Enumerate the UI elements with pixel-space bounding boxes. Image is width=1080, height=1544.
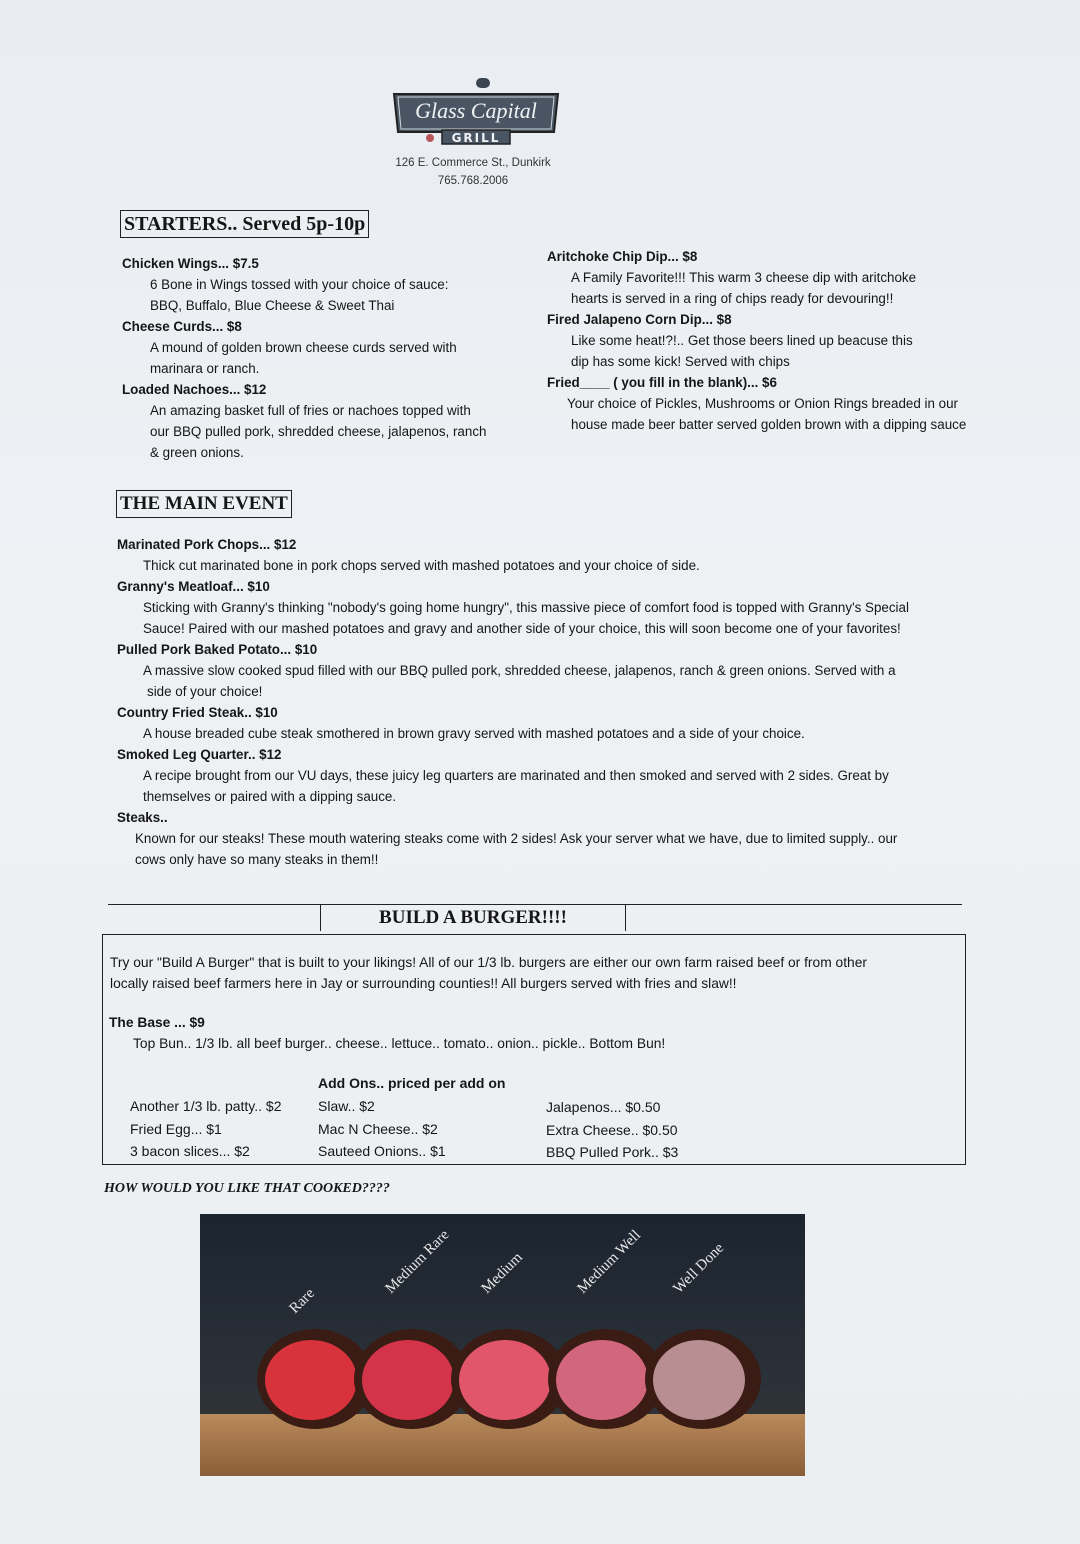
menu-item (547, 246, 966, 309)
steak-medium-well (556, 1340, 648, 1420)
addon-item: Slaw.. $2 (318, 1098, 375, 1114)
menu-item (122, 316, 486, 379)
starters-right-column (547, 246, 966, 435)
item-desc: our BBQ pulled pork, shredded cheese, jalapenos, ranch (150, 424, 487, 439)
restaurant-logo (390, 78, 562, 146)
item-desc: house made beer batter served golden brown with a dipping sauce (571, 417, 967, 432)
phone: 765.768.2006 (437, 175, 509, 187)
menu-item (117, 744, 909, 807)
menu-item (117, 702, 909, 744)
steak-medium (459, 1340, 551, 1420)
starters-left-column (122, 253, 486, 463)
item-title: Granny's Meatloaf... $10 (117, 579, 270, 594)
item-title: Smoked Leg Quarter.. $12 (117, 747, 282, 762)
item-desc: dip has some kick! Served with chips (571, 354, 790, 369)
address: 126 E. Commerce St., Dunkirk (395, 157, 551, 169)
item-desc: A house breaded cube steak smothered in brown gravy served with mashed potatoes and a side of your choice. (143, 726, 805, 741)
item-title: Fried____ ( you fill in the blank)... $6 (547, 375, 777, 390)
item-title: Country Fried Steak.. $10 (117, 705, 278, 720)
base-desc: Top Bun.. 1/3 lb. all beef burger.. cheese.. lettuce.. tomato.. onion.. pickle.. Bottom Bun! (133, 1036, 666, 1051)
steak-medium-rare (362, 1340, 454, 1420)
addon-item: Mac N Cheese.. $2 (318, 1120, 438, 1137)
item-desc: 6 Bone in Wings tossed with your choice of sauce: (150, 277, 449, 292)
addon-item: Fried Egg... $1 (130, 1120, 222, 1137)
item-desc: Sauce! Paired with our mashed potatoes and gravy and another side of your choice, this will soon become one of your favorites! (143, 621, 901, 636)
menu-item (547, 372, 966, 435)
burger-heading: BUILD A BURGER!!!! (320, 904, 626, 931)
burger-intro-line: Try our "Build A Burger" that is built to your likings! All of our 1/3 lb. burgers are either our own farm raised beef or from other (110, 955, 867, 970)
addon-item: 3 bacon slices... $2 (130, 1143, 250, 1159)
steak-rare (265, 1340, 357, 1420)
addon-item: Jalapenos... $0.50 (546, 1099, 661, 1115)
menu-item (122, 253, 486, 316)
item-desc: A massive slow cooked spud filled with our BBQ pulled pork, shredded cheese, jalapenos, ranch & green onions. Served with a (143, 663, 896, 678)
addon-item: BBQ Pulled Pork.. $3 (546, 1144, 679, 1160)
menu-item (122, 379, 486, 463)
doneness-label: Medium Rare (382, 1226, 453, 1297)
item-desc: An amazing basket full of fries or nachoes topped with (150, 403, 471, 418)
addons-col-1 (130, 1095, 282, 1163)
main-event-heading: THE MAIN EVENT (116, 490, 292, 518)
addon-item: Another 1/3 lb. patty.. $2 (130, 1098, 282, 1114)
addons-heading: Add Ons.. priced per add on (318, 1075, 506, 1091)
burger-base (109, 1012, 665, 1054)
item-desc: Sticking with Granny's thinking "nobody's going home hungry", this massive piece of comfort food is topped with Granny's Special (143, 600, 909, 615)
logo-line2: GRILL (451, 131, 501, 145)
item-title: Marinated Pork Chops... $12 (117, 537, 297, 552)
item-title: Cheese Curds... $8 (122, 319, 242, 334)
burger-intro (110, 952, 867, 994)
addon-item: Extra Cheese.. $0.50 (546, 1121, 678, 1138)
doneness-label: Rare (286, 1285, 318, 1317)
item-desc: A mound of golden brown cheese curds served with (150, 340, 457, 355)
item-desc: Known for our steaks! These mouth watering steaks come with 2 sides! Ask your server what we have, due to limited supply.. our (135, 831, 898, 846)
item-title: Loaded Nachoes... $12 (122, 382, 267, 397)
item-desc: side of your choice! (147, 684, 263, 699)
steak-doneness-image (200, 1214, 805, 1476)
item-desc: Like some heat!?!.. Get those beers lined up beacuse this (571, 333, 913, 348)
main-event-list (117, 534, 909, 870)
menu-item (117, 639, 909, 702)
burger-intro-line: locally raised beef farmers here in Jay or surrounding counties!! All burgers served with fries and slaw!! (110, 976, 737, 991)
item-desc: Thick cut marinated bone in pork chops served with mashed potatoes and your choice of side. (143, 558, 700, 573)
doneness-label: Well Done (670, 1240, 728, 1297)
item-title: Pulled Pork Baked Potato... $10 (117, 642, 318, 657)
logo-line1: Glass Capital (415, 98, 537, 123)
item-desc: A recipe brought from our VU days, these juicy leg quarters are marinated and then smoked and served with 2 sides. Great by (143, 768, 889, 783)
item-desc: BBQ, Buffalo, Blue Cheese & Sweet Thai (150, 298, 395, 313)
item-title: Fired Jalapeno Corn Dip... $8 (547, 312, 732, 327)
addons-col-3 (546, 1096, 678, 1164)
item-desc: A Family Favorite!!! This warm 3 cheese dip with aritchoke (571, 270, 917, 285)
starters-heading: STARTERS.. Served 5p-10p (120, 210, 369, 238)
item-desc: & green onions. (150, 445, 244, 460)
base-title: The Base ... $9 (109, 1015, 205, 1030)
item-desc: marinara or ranch. (150, 361, 260, 376)
cooked-heading: HOW WOULD YOU LIKE THAT COOKED???? (104, 1181, 390, 1196)
item-desc: hearts is served in a ring of chips ready for devouring!! (571, 291, 894, 306)
item-desc: Your choice of Pickles, Mushrooms or Onion Rings breaded in our (567, 396, 959, 411)
item-title: Aritchoke Chip Dip... $8 (547, 249, 698, 264)
menu-item (117, 807, 909, 870)
doneness-label: Medium Well (574, 1227, 644, 1297)
item-title: Chicken Wings... $7.5 (122, 256, 259, 271)
doneness-label: Medium (478, 1249, 526, 1297)
item-desc: themselves or paired with a dipping sauce. (143, 789, 397, 804)
steak-well-done (653, 1340, 745, 1420)
addon-item: Sauteed Onions.. $1 (318, 1143, 446, 1159)
menu-item (117, 534, 909, 576)
menu-item (547, 309, 966, 372)
addons-col-2 (318, 1095, 446, 1163)
item-desc: cows only have so many steaks in them!! (135, 852, 379, 867)
item-title: Steaks.. (117, 810, 168, 825)
menu-item (117, 576, 909, 639)
